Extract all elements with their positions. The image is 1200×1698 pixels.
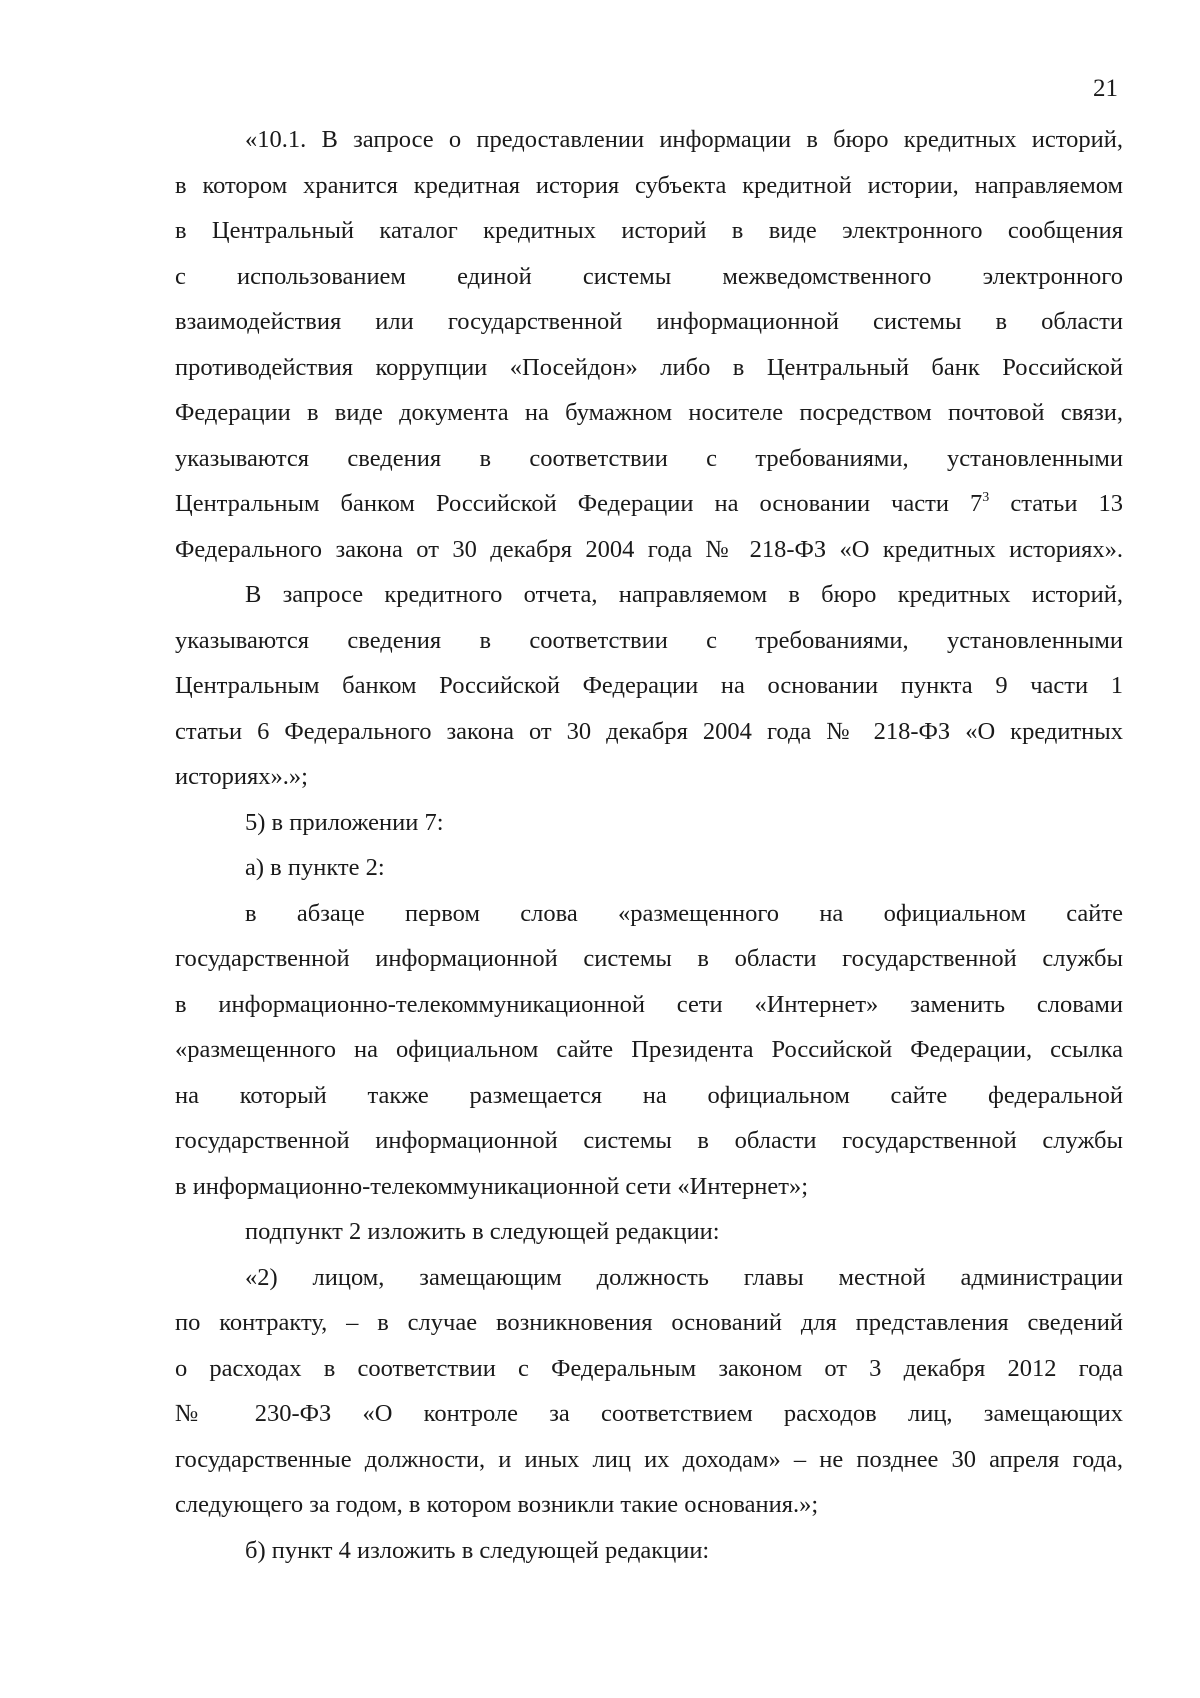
text-line	[175, 1482, 1123, 1528]
text-line-content: в информационно-телекоммуникационной сети «Интернет»;	[175, 1172, 809, 1200]
text-line-content: указываются сведения в соответствии с требованиями, установленными	[175, 444, 1123, 472]
text-line	[175, 618, 1123, 664]
text-line-content: «размещенного на официальном сайте Президента Российской Федерации, ссылка	[175, 1036, 1123, 1063]
text-line	[175, 299, 1123, 345]
text-line	[175, 345, 1123, 391]
text-line-content: в абзаце первом слова «размещенного на официальном сайте	[245, 899, 1123, 927]
text-line-content: в информационно-телекоммуникационной сети «Интернет» заменить словами	[175, 990, 1123, 1018]
text-line	[175, 481, 1123, 527]
text-line	[175, 754, 1123, 800]
text-line-content: 5) в приложении 7:	[245, 808, 444, 836]
text-line	[175, 572, 1123, 618]
text-line-content: Центральным банком Российской Федерации на основании части 7	[175, 490, 983, 517]
text-line	[175, 1300, 1123, 1346]
text-line	[175, 390, 1123, 436]
text-line-content: подпункт 2 изложить в следующей редакции:	[245, 1218, 720, 1245]
text-line-content: государственные должности, и иных лиц их доходам» – не позднее 30 апреля года,	[175, 1445, 1123, 1473]
text-line-tail: статьи 13	[989, 490, 1123, 517]
superscript: 3	[982, 490, 990, 505]
text-line-content: государственной информационной системы в области государственной службы	[175, 1127, 1123, 1154]
text-line-content: Федерального закона от 30 декабря 2004 года № 218-ФЗ «О кредитных историях».	[175, 535, 1123, 563]
document-body	[175, 117, 1123, 1573]
text-line	[175, 1437, 1123, 1483]
text-line	[175, 1391, 1123, 1437]
text-line	[175, 1164, 1123, 1210]
text-line	[175, 1073, 1123, 1119]
text-line	[175, 436, 1123, 482]
text-line	[175, 117, 1123, 163]
text-line	[175, 936, 1123, 982]
text-line	[175, 1346, 1123, 1392]
text-line-content: противодействия коррупции «Посейдон» либо в Центральный банк Российской	[175, 353, 1123, 381]
text-line-content: взаимодействия или государственной информационной системы в области	[175, 308, 1123, 335]
text-line-content: Федерации в виде документа на бумажном носителе посредством почтовой связи,	[175, 399, 1123, 426]
text-line	[175, 1255, 1123, 1301]
text-line-content: на который также размещается на официальном сайте федеральной	[175, 1081, 1123, 1109]
text-line-content: о расходах в соответствии с Федеральным законом от 3 декабря 2012 года	[175, 1354, 1123, 1382]
text-line-content: Центральным банком Российской Федерации на основании пункта 9 части 1	[175, 672, 1123, 699]
page-number: 21	[1093, 75, 1118, 102]
text-line	[175, 1209, 1123, 1255]
text-line	[175, 1118, 1123, 1164]
text-line	[175, 1027, 1123, 1073]
text-line-content: статьи 6 Федерального закона от 30 декабря 2004 года № 218-ФЗ «О кредитных	[175, 717, 1123, 745]
text-line-content: а) в пункте 2:	[245, 854, 385, 881]
text-line-content: указываются сведения в соответствии с требованиями, установленными	[175, 626, 1123, 654]
text-line-content: в Центральный каталог кредитных историй в виде электронного сообщения	[175, 217, 1123, 244]
text-line	[175, 163, 1123, 209]
text-line	[175, 891, 1123, 937]
text-line-content: следующего за годом, в котором возникли такие основания.»;	[175, 1491, 819, 1518]
text-line	[175, 1528, 1123, 1574]
text-line-content: с использованием единой системы межведомственного электронного	[175, 262, 1123, 290]
text-line-content: государственной информационной системы в области государственной службы	[175, 945, 1123, 972]
text-line-content: В запросе кредитного отчета, направляемом в бюро кредитных историй,	[245, 581, 1123, 608]
text-line-content: б) пункт 4 изложить в следующей редакции:	[245, 1536, 710, 1564]
text-line	[175, 845, 1123, 891]
text-line	[175, 709, 1123, 755]
text-line-content: «2) лицом, замещающим должность главы местной администрации	[245, 1263, 1123, 1291]
text-line	[175, 254, 1123, 300]
text-line-content: по контракту, – в случае возникновения оснований для представления сведений	[175, 1309, 1123, 1336]
text-line-content: историях».»;	[175, 763, 308, 790]
text-line	[175, 208, 1123, 254]
text-line	[175, 663, 1123, 709]
text-line	[175, 527, 1123, 573]
text-line	[175, 982, 1123, 1028]
text-line	[175, 800, 1123, 846]
text-line-content: № 230-ФЗ «О контроле за соответствием расходов лиц, замещающих	[175, 1400, 1123, 1427]
text-line-content: «10.1. В запросе о предоставлении информации в бюро кредитных историй,	[245, 126, 1123, 153]
text-line-content: в котором хранится кредитная история субъекта кредитной истории, направляемом	[175, 171, 1123, 199]
